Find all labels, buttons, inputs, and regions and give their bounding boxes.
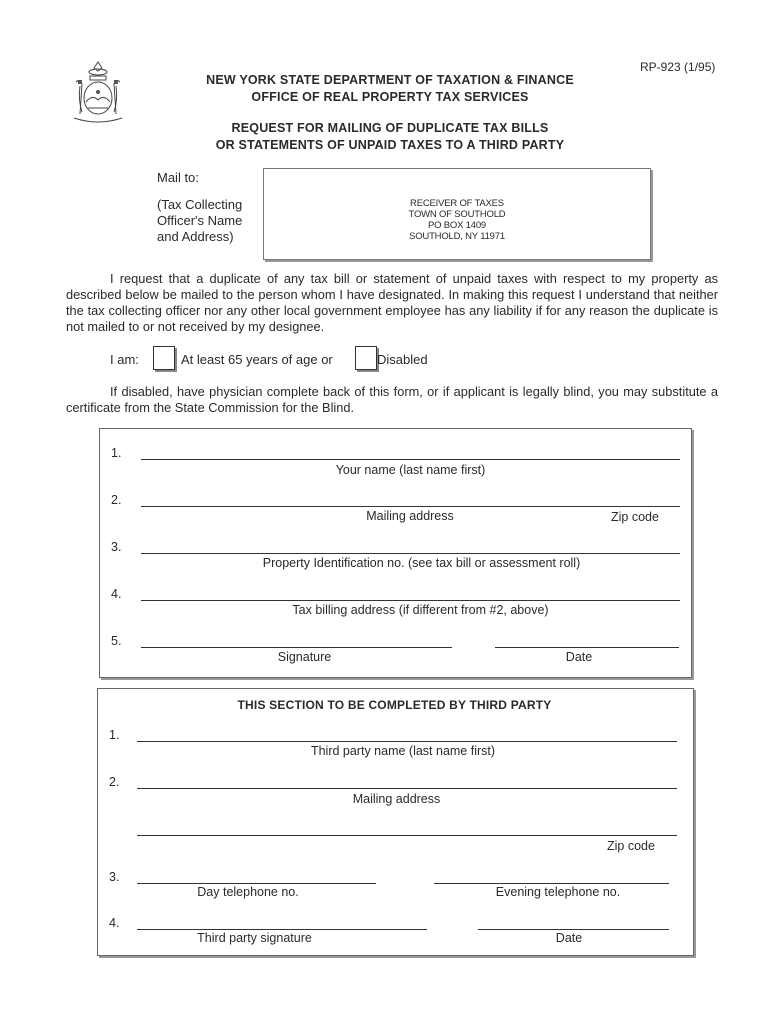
- your-name-field[interactable]: [141, 459, 680, 460]
- third-party-mailing-field[interactable]: [137, 788, 677, 789]
- item-number: 1.: [109, 728, 120, 742]
- tax-billing-caption: Tax billing address (if different from #2, above): [292, 603, 549, 617]
- form-title-line-2: OR STATEMENTS OF UNPAID TAXES TO A THIRD PARTY: [215, 138, 565, 152]
- disabled-note: If disabled, have physician complete back of this form, or if applicant is legally blind, you may substitute a certificate from the State Commission for the Blind.: [66, 384, 718, 415]
- third-party-date-caption: Date: [555, 931, 583, 945]
- mailing-address-caption: Mailing address: [366, 509, 454, 523]
- officer-label-line: and Address): [157, 229, 234, 244]
- officer-label-line: (Tax Collecting: [157, 197, 243, 212]
- third-party-signature-field[interactable]: [137, 929, 427, 930]
- disabled-label: Disabled: [377, 352, 428, 367]
- office-name: OFFICE OF REAL PROPERTY TAX SERVICES: [251, 90, 529, 104]
- tax-billing-address-field[interactable]: [141, 600, 680, 601]
- item-number: 5.: [111, 634, 122, 648]
- disabled-checkbox[interactable]: [355, 346, 377, 370]
- address-line: SOUTHOLD, NY 11971: [409, 231, 505, 242]
- date-caption: Date: [565, 650, 593, 664]
- date-field[interactable]: [495, 647, 679, 648]
- third-party-name-field[interactable]: [137, 741, 677, 742]
- signature-caption: Signature: [277, 650, 332, 664]
- property-id-field[interactable]: [141, 553, 680, 554]
- address-line: RECEIVER OF TAXES: [410, 198, 504, 209]
- third-party-heading: THIS SECTION TO BE COMPLETED BY THIRD PARTY: [237, 698, 552, 712]
- third-party-mailing-line-2[interactable]: [137, 835, 677, 836]
- state-seal-icon: [68, 60, 128, 126]
- third-party-name-caption: Third party name (last name first): [310, 744, 496, 758]
- item-number: 2.: [109, 775, 120, 789]
- item-number: 2.: [111, 493, 122, 507]
- third-party-date-field[interactable]: [478, 929, 669, 930]
- third-party-section: [97, 688, 694, 956]
- your-name-caption: Your name (last name first): [335, 463, 486, 477]
- item-number: 1.: [111, 446, 122, 460]
- age-65-checkbox[interactable]: [153, 346, 175, 370]
- department-name: NEW YORK STATE DEPARTMENT OF TAXATION & FINANCE: [206, 73, 574, 87]
- third-party-signature-caption: Third party signature: [197, 931, 312, 945]
- third-party-zip-caption: Zip code: [607, 839, 655, 853]
- request-paragraph: I request that a duplicate of any tax bill or statement of unpaid taxes with respect to my property as described below be mailed to the person whom I have designated. In making this request I understand that neither the tax collecting officer nor any other local government employee has any liability if for any reason the duplicate is not mailed to or not received by my designee.: [66, 271, 718, 334]
- property-id-caption: Property Identification no. (see tax bill or assessment roll): [262, 556, 581, 570]
- mail-to-label: Mail to:: [157, 170, 199, 185]
- item-number: 4.: [109, 916, 120, 930]
- item-number: 4.: [111, 587, 122, 601]
- officer-address: [264, 198, 650, 242]
- item-number: 3.: [109, 870, 120, 884]
- officer-label: [157, 197, 242, 245]
- age-65-label: At least 65 years of age or: [181, 352, 333, 367]
- address-line: TOWN OF SOUTHOLD: [408, 209, 506, 220]
- mailing-address-field[interactable]: [141, 506, 680, 507]
- evening-telephone-field[interactable]: [434, 883, 669, 884]
- zip-code-caption: Zip code: [611, 510, 659, 524]
- day-telephone-field[interactable]: [137, 883, 376, 884]
- signature-field[interactable]: [141, 647, 452, 648]
- day-telephone-caption: Day telephone no.: [197, 885, 299, 899]
- i-am-label: I am:: [110, 352, 139, 367]
- item-number: 3.: [111, 540, 122, 554]
- evening-telephone-caption: Evening telephone no.: [495, 885, 621, 899]
- third-party-mailing-caption: Mailing address: [352, 792, 441, 806]
- address-line: PO BOX 1409: [427, 220, 486, 231]
- form-id: RP-923 (1/95): [640, 60, 716, 74]
- officer-address-box[interactable]: [263, 168, 651, 260]
- officer-label-line: Officer's Name: [157, 213, 243, 228]
- form-title-line-1: REQUEST FOR MAILING OF DUPLICATE TAX BILLS: [231, 121, 549, 135]
